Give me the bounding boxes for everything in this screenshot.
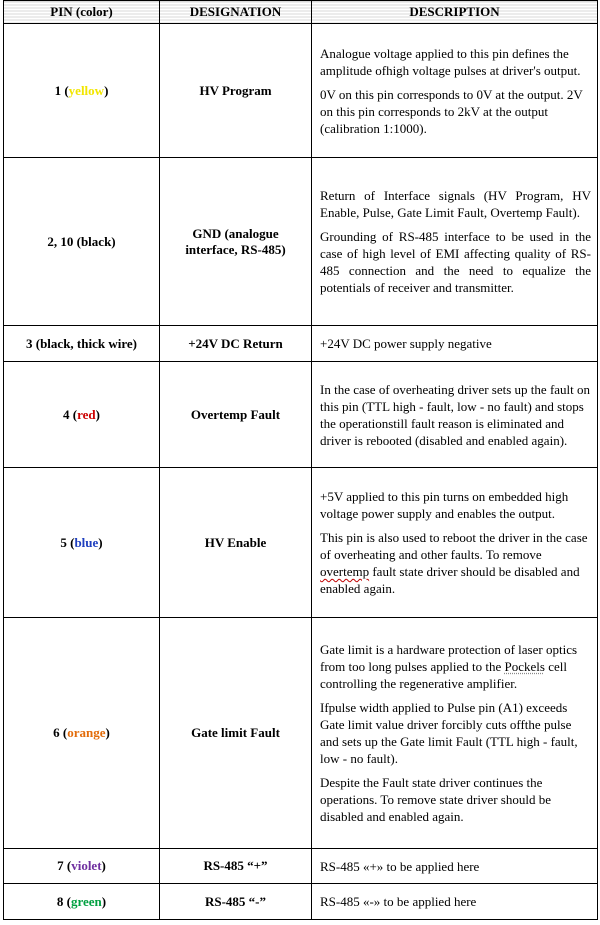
table-row — [4, 158, 598, 326]
description-paragraph: +24V DC power supply negative — [320, 336, 492, 351]
pin-cell: 1 (yellow) — [4, 24, 160, 158]
pin-color-label: orange — [67, 725, 106, 740]
description-paragraph: Ifpulse width applied to Pulse pin (A1) exceeds Gate limit value driver forcibly cuts offthe pulse and sets up the Gate limit Fault (TTL high - fault, low - no fault). — [320, 700, 578, 766]
description-cell — [312, 158, 598, 326]
table-row — [4, 468, 598, 618]
pin-color-label: red — [77, 406, 96, 422]
pin-cell: 5 (blue) — [4, 468, 160, 618]
description-cell — [312, 849, 598, 884]
designation-cell: HV Enable — [160, 468, 312, 618]
pin-cell: 8 (green) — [4, 884, 160, 920]
designation-cell: RS-485 “+” — [160, 849, 312, 884]
description-cell — [312, 362, 598, 468]
pin-cell: 4 (red) — [4, 362, 160, 468]
description-paragraph: Grounding of RS-485 interface to be used in the case of high level of EMI affecting quality of RS-485 connection and the need to equalize the potentials of receiver and transmitter. — [320, 229, 591, 295]
description-cell — [312, 24, 598, 158]
header-designation: DESIGNATION — [160, 1, 312, 24]
description-paragraph: Analogue voltage applied to this pin defines the amplitude ofhigh voltage pulses at driver's output. — [320, 45, 581, 78]
table-row — [4, 884, 598, 920]
pin-cell: 3 (black, thick wire) — [4, 326, 160, 362]
designation-cell: RS-485 “-” — [160, 884, 312, 920]
spellcheck-word: overtemp — [320, 564, 370, 579]
pin-color-label: green — [70, 893, 102, 909]
description-cell — [312, 884, 598, 920]
table-row — [4, 618, 598, 849]
description-paragraph: This pin is also used to reboot the driver in the case of overheating and other faults. To remove overtemp fault state driver should be disabled and enabled again. — [320, 530, 588, 596]
table-row — [4, 326, 598, 362]
description-paragraph: 0V on this pin corresponds to 0V at the output. 2V on this pin corresponds to 2kV at the output (calibration 1:1000). — [320, 86, 583, 136]
description-cell — [312, 468, 598, 618]
designation-cell: +24V DC Return — [160, 326, 312, 362]
table-row — [4, 24, 598, 158]
pin-color-label: violet — [71, 858, 102, 873]
table-row — [4, 362, 598, 468]
description-paragraph: +5V applied to this pin turns on embedded high voltage power supply and enables the output. — [320, 489, 569, 521]
description-cell — [312, 618, 598, 849]
designation-cell: Overtemp Fault — [160, 362, 312, 468]
description-paragraph: In the case of overheating driver sets up the fault on this pin (TTL high - fault, low - no fault) and stops the operationstill fault reason is eliminated and driver is rebooted (disabled and enabled again). — [320, 381, 591, 448]
designation-cell: GND (analogue interface, RS-485) — [160, 158, 312, 326]
table-row — [4, 849, 598, 884]
pin-table — [3, 0, 598, 920]
description-paragraph: RS-485 «+» to be applied here — [320, 858, 480, 874]
description-paragraph: RS-485 «-» to be applied here — [320, 894, 477, 909]
header-description: DESCRIPTION — [312, 1, 598, 24]
description-paragraph: Return of Interface signals (HV Program, HV Enable, Pulse, Gate Limit Fault, Overtemp Fault). — [320, 188, 591, 220]
description-paragraph: Despite the Fault state driver continues the operations. To remove state driver should be disabled and enabled again. — [320, 775, 551, 824]
pin-cell: 6 (orange) — [4, 618, 160, 849]
pin-color-label: blue — [74, 534, 99, 550]
description-paragraph: Gate limit is a hardware protection of laser optics from too long pulses applied to the Pockels cell controlling the regenerative amplifier. — [320, 642, 578, 691]
description-cell — [312, 326, 598, 362]
pin-cell: 2, 10 (black) — [4, 158, 160, 326]
header-row — [4, 1, 598, 24]
header-pin: PIN (color) — [4, 1, 160, 24]
pin-color-label: yellow — [68, 82, 105, 98]
designation-cell: Gate limit Fault — [160, 618, 312, 849]
pin-cell: 7 (violet) — [4, 849, 160, 884]
designation-cell: HV Program — [160, 24, 312, 158]
spellcheck-word: Pockels — [504, 659, 545, 674]
